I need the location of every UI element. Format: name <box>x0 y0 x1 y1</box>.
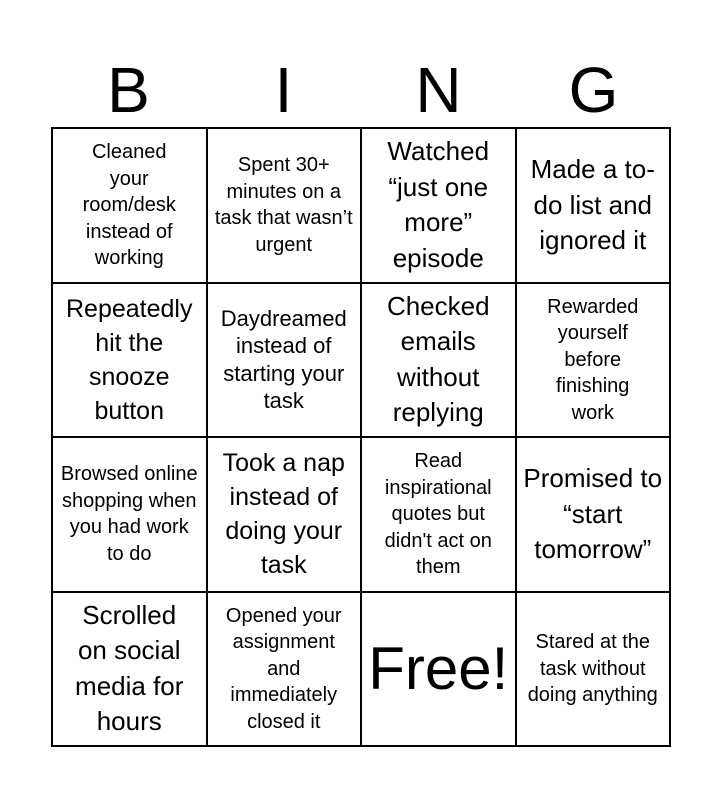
bingo-cell-r1c1[interactable] <box>52 128 207 283</box>
bingo-cell-r2c4[interactable] <box>516 283 671 438</box>
cell-text: Stared at the task without doing anything <box>527 631 658 706</box>
bingo-cell-r4c1[interactable] <box>52 592 207 747</box>
cell-text: Took a nap instead of doing your task <box>222 449 345 580</box>
header-letter-b: B <box>107 54 150 126</box>
bingo-cell-r4c4[interactable] <box>516 592 671 747</box>
cell-text: Promised to “start tomorrow” <box>523 463 663 564</box>
bingo-cell-r3c2[interactable] <box>207 437 362 592</box>
cell-text: Spent 30+ minutes on a task that wasn’t urgent <box>214 154 353 256</box>
cell-text: Checked emails without replying <box>386 290 490 428</box>
bingo-header <box>51 52 671 128</box>
bingo-free-space[interactable] <box>361 592 516 747</box>
cell-text: Watched “just one more” episode <box>387 136 490 273</box>
cell-text: Read inspirational quotes but didn't act on them <box>384 450 492 578</box>
bingo-cell-r2c3[interactable] <box>361 283 516 438</box>
bingo-grid <box>51 127 671 747</box>
cell-text: Browsed online shopping when you had work to do <box>60 463 198 565</box>
cell-text: Repeatedly hit the snooze button <box>66 294 193 425</box>
bingo-cell-r3c1[interactable] <box>52 437 207 592</box>
bingo-cell-r1c4[interactable] <box>516 128 671 283</box>
cell-text: Scrolled on social media for hours <box>75 599 184 737</box>
header-letter-g: G <box>568 54 619 126</box>
header-letter-i: I <box>274 54 293 126</box>
free-space-text: Free! <box>368 634 509 702</box>
bingo-cell-r3c4[interactable] <box>516 437 671 592</box>
bingo-cell-r4c2[interactable] <box>207 592 362 747</box>
bingo-cell-r2c2[interactable] <box>207 283 362 438</box>
bingo-cell-r1c2[interactable] <box>207 128 362 283</box>
cell-text: Rewarded yourself before finishing work <box>547 295 639 424</box>
cell-text: Cleaned your room/desk instead of working <box>82 141 176 269</box>
cell-text: Daydreamed instead of starting your task <box>220 305 347 414</box>
cell-text: Opened your assignment and immediately closed it <box>225 604 342 733</box>
bingo-cell-r2c1[interactable] <box>52 283 207 438</box>
bingo-cell-r3c3[interactable] <box>361 437 516 592</box>
cell-text: Made a to-do list and ignored it <box>530 154 655 255</box>
header-letter-n: N <box>415 54 462 126</box>
bingo-cell-r1c3[interactable] <box>361 128 516 283</box>
